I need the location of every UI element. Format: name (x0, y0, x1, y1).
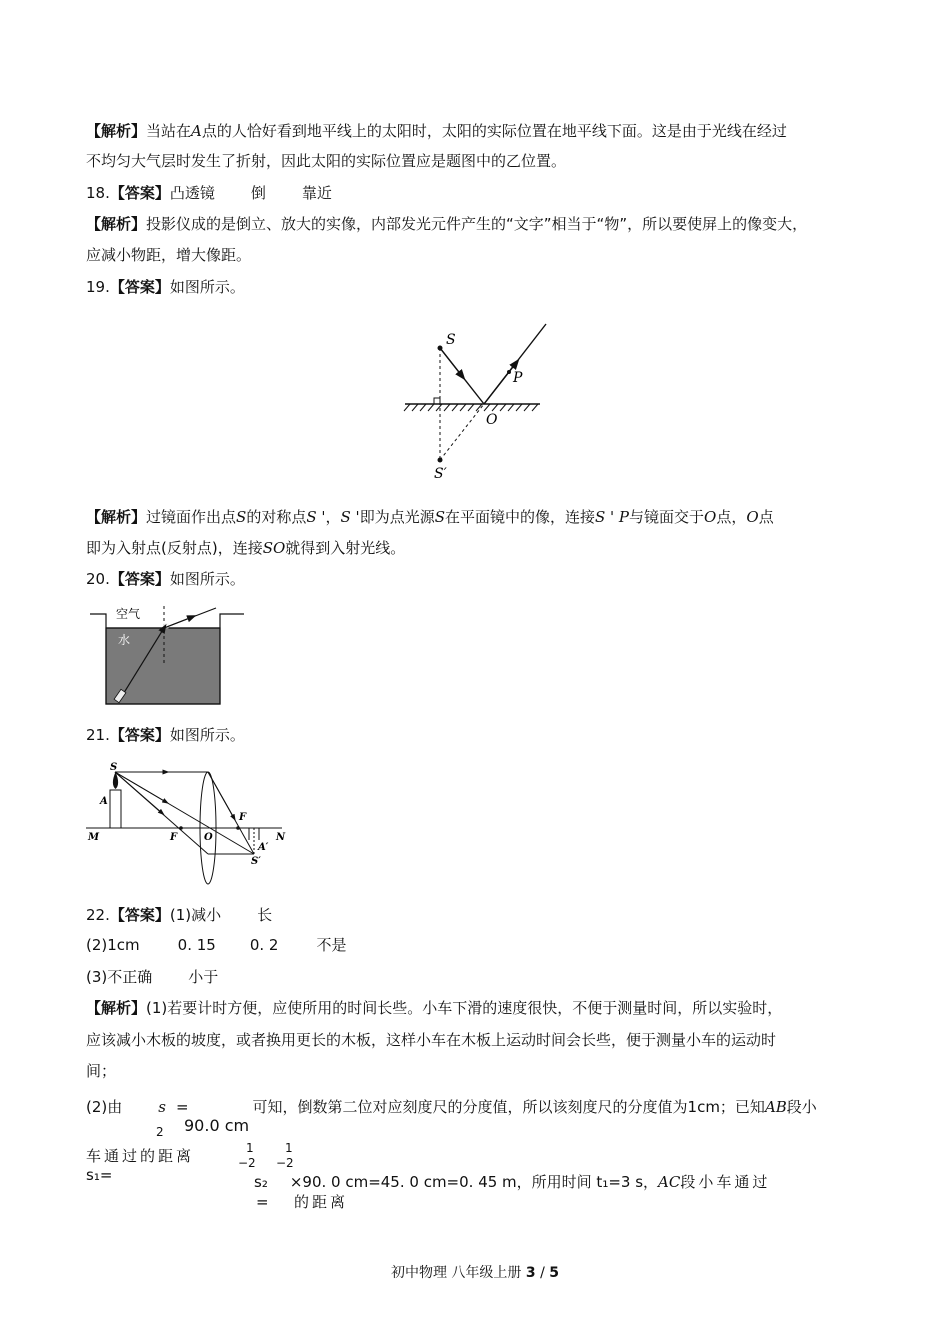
q20-answer: 20.【答案】如图所示。 (86, 570, 245, 588)
label-O: O (204, 832, 213, 843)
q20-refraction-figure (88, 604, 248, 708)
q19-explanation-line1: 【解析】过镜面作出点S的对称点S '，S '即为点光源S在平面镜中的像，连接S ' P与镜面交于O点，O点 (86, 508, 774, 526)
point-F-left (179, 826, 183, 830)
label-F-left: F (170, 832, 178, 843)
q17-explanation-line2: 不均匀大气层时发生了折射，因此太阳的实际位置应是题图中的乙位置。 (86, 152, 567, 170)
right-angle-mark (434, 398, 440, 404)
q19-explanation-line2: 即为入射点(反射点)，连接SO就得到入射光线。 (86, 539, 406, 557)
q22-frac1-den: −2 (238, 1156, 256, 1170)
q22-answer-part1: 22.【答案】(1)减小 长 (86, 906, 273, 924)
label-water: 水 (118, 633, 131, 647)
q22-s1-label: s₁= (86, 1166, 113, 1184)
ray-focus-arrow (115, 772, 162, 813)
point-S-prime (438, 458, 443, 463)
q18-explanation-line2: 应减小物距，增大像距。 (86, 246, 252, 264)
total-pages: 5 (549, 1265, 560, 1281)
q19-mirror-figure (400, 320, 550, 490)
q17-explanation-line1: 【解析】当站在A点的人恰好看到地平线上的太阳时，太阳的实际位置在地平线下面。这是由于光线在经过 (86, 122, 787, 140)
air-ray-arrow (164, 617, 192, 628)
label-P: P (513, 370, 523, 386)
ray-parallel-refracted-arrow (208, 772, 234, 818)
q22-explanation-line1: 【解析】(1)若要计时方便，应使所用的时间长些。小车下滑的速度很快，不便于测量时间，所以实验时， (86, 999, 783, 1017)
label-S: S (110, 762, 118, 773)
q22-distance: 90.0 cm (184, 1116, 250, 1135)
q22-explanation-line3: 间； (86, 1062, 117, 1080)
mirror-hatching (404, 404, 538, 411)
label-N: N (276, 832, 286, 843)
candle (110, 790, 121, 828)
label-S-prime: S′ (434, 466, 447, 482)
q19-answer: 19.【答案】如图所示。 (86, 278, 245, 296)
point-P (507, 370, 511, 374)
q22-explanation-line4: (2)由 s = 可知，倒数第二位对应刻度尺的分度值，所以该刻度尺的分度值为1cm；已知AB段小 (86, 1098, 817, 1116)
label-F-right: F (239, 812, 247, 823)
q22-explanation-line7: 的距离 (294, 1193, 349, 1211)
q22-explanation-line6: s₂ ×90. 0 cm=45. 0 cm=0. 45 m，所用时间 t₁=3 s，AC段小车通过 (254, 1173, 771, 1191)
q22-answer-part3: (3)不正确 小于 (86, 968, 219, 986)
label-A-prime: A′ (258, 842, 269, 853)
label-S: S (446, 332, 456, 348)
q21-answer: 21.【答案】如图所示。 (86, 726, 245, 744)
current-page: 3 (525, 1265, 536, 1281)
q22-frac2-num: 1 (285, 1141, 293, 1155)
point-S (438, 346, 443, 351)
q22-explanation-line2: 应该减小木板的坡度，或者换用更长的木板，这样小车在木板上运动时间会长些，便于测量小车的运动时 (86, 1031, 777, 1049)
ray-center-arrow (115, 772, 166, 802)
q22-frac2-den: −2 (276, 1156, 294, 1170)
label-M: M (88, 832, 100, 843)
label-S-prime: S′ (251, 856, 261, 867)
label-O: O (486, 412, 498, 428)
q21-lens-figure (86, 760, 296, 888)
q18-answer: 18.【答案】凸透镜 倒 靠近 (86, 184, 332, 202)
q18-explanation-line1: 【解析】投影仪成的是倒立、放大的实像，内部发光元件产生的“文字”相当于“物”，所以要使屏上的像变大， (86, 215, 808, 233)
q22-s2-eq: = (256, 1193, 269, 1211)
page-footer: 初中物理 八年级上册 3 / 5 (390, 1265, 560, 1281)
point-F-right (236, 826, 240, 830)
virtual-ray (440, 404, 484, 460)
reflected-arrow (484, 363, 516, 404)
explanation-label: 【解析】 (86, 122, 147, 140)
q22-subscript-2: 2 (156, 1125, 164, 1139)
q22-frac1-num: 1 (246, 1141, 254, 1155)
q22-explanation-line5: 车通过的距离 (86, 1147, 195, 1165)
q22-answer-part2: (2)1cm 0. 15 0. 2 不是 (86, 936, 347, 954)
label-A: A (100, 796, 108, 807)
incident-arrow (440, 348, 462, 376)
label-air: 空气 (116, 607, 141, 621)
